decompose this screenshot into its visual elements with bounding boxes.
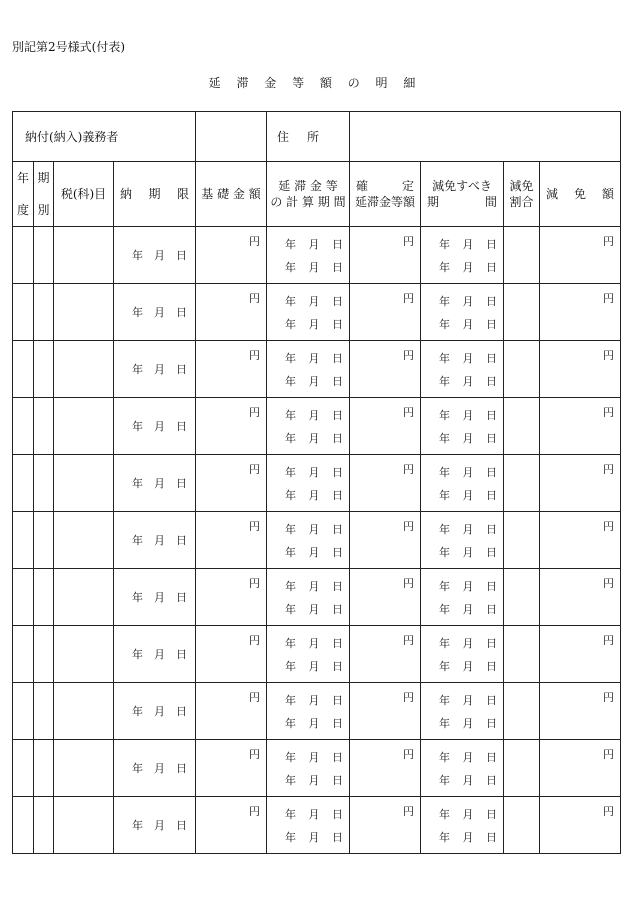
cell-genmen-kikan[interactable]: 年 月 日 年 月 日 [421, 626, 504, 683]
cell-genmen-gaku[interactable] [540, 797, 621, 854]
cell-keisan-kikan[interactable]: 年 月 日 年 月 日 [267, 797, 350, 854]
cell-kibetsu[interactable] [34, 626, 54, 683]
table-row [13, 227, 621, 284]
cell-nouki[interactable]: 年 月 日 [114, 455, 196, 512]
col-genmen-kikan: 減免すべき 期 間 [421, 162, 504, 227]
cell-kiso[interactable] [196, 797, 267, 854]
cell-genmen-kikan[interactable]: 年 月 日 年 月 日 [421, 569, 504, 626]
cell-nendo[interactable] [13, 626, 34, 683]
cell-kiso[interactable] [196, 341, 267, 398]
cell-nendo[interactable] [13, 341, 34, 398]
cell-kiso[interactable] [196, 626, 267, 683]
cell-genmen-gaku[interactable] [540, 683, 621, 740]
detail-table [12, 111, 621, 854]
yen-unit: 円 [403, 292, 414, 305]
cell-kiso[interactable] [196, 284, 267, 341]
address-value-cell[interactable] [350, 112, 621, 162]
cell-kibetsu[interactable] [34, 227, 54, 284]
cell-nouki[interactable]: 年 月 日 [114, 797, 196, 854]
cell-nouki[interactable]: 年 月 日 [114, 284, 196, 341]
cell-wariai[interactable] [504, 683, 540, 740]
table-row [13, 740, 621, 797]
cell-zeimoku[interactable] [54, 284, 114, 341]
yen-unit: 円 [403, 691, 414, 704]
cell-nouki[interactable]: 年 月 日 [114, 683, 196, 740]
obligor-label: 納付(納入)義務者 [25, 130, 119, 144]
cell-zeimoku[interactable] [54, 398, 114, 455]
cell-zeimoku[interactable] [54, 455, 114, 512]
yen-unit: 円 [603, 292, 614, 305]
cell-kibetsu[interactable] [34, 797, 54, 854]
cell-wariai[interactable] [504, 455, 540, 512]
cell-genmen-kikan[interactable]: 年 月 日 年 月 日 [421, 284, 504, 341]
cell-genmen-kikan[interactable]: 年 月 日 年 月 日 [421, 797, 504, 854]
yen-unit: 円 [603, 748, 614, 761]
cell-kakutei[interactable] [350, 227, 421, 284]
cell-zeimoku[interactable] [54, 740, 114, 797]
cell-genmen-gaku[interactable] [540, 740, 621, 797]
col-kiso: 基 礎 金 額 [196, 162, 267, 227]
cell-kakutei[interactable] [350, 740, 421, 797]
cell-keisan-kikan[interactable]: 年 月 日 年 月 日 [267, 740, 350, 797]
cell-kibetsu[interactable] [34, 341, 54, 398]
yen-unit: 円 [249, 406, 260, 419]
cell-kakutei[interactable] [350, 797, 421, 854]
yen-unit: 円 [249, 577, 260, 590]
cell-keisan-kikan[interactable]: 年 月 日 年 月 日 [267, 683, 350, 740]
col-kibetsu: 期 別 [34, 162, 54, 227]
yen-unit: 円 [603, 463, 614, 476]
cell-keisan-kikan[interactable]: 年 月 日 年 月 日 [267, 227, 350, 284]
cell-kibetsu[interactable] [34, 398, 54, 455]
obligor-label-cell [13, 112, 196, 162]
yen-unit: 円 [249, 292, 260, 305]
yen-unit: 円 [403, 349, 414, 362]
cell-kakutei[interactable] [350, 512, 421, 569]
col-genmen-gaku: 減 免 額 [540, 162, 621, 227]
cell-wariai[interactable] [504, 284, 540, 341]
yen-unit: 円 [249, 748, 260, 761]
cell-keisan-kikan[interactable]: 年 月 日 年 月 日 [267, 512, 350, 569]
cell-nendo[interactable] [13, 569, 34, 626]
cell-kakutei[interactable] [350, 398, 421, 455]
address-label-cell [267, 112, 350, 162]
cell-genmen-gaku[interactable] [540, 284, 621, 341]
cell-genmen-kikan[interactable]: 年 月 日 年 月 日 [421, 398, 504, 455]
table-row [13, 569, 621, 626]
cell-kakutei[interactable] [350, 569, 421, 626]
cell-kiso[interactable] [196, 512, 267, 569]
cell-kiso[interactable] [196, 398, 267, 455]
yen-unit: 円 [403, 406, 414, 419]
yen-unit: 円 [603, 805, 614, 818]
cell-kibetsu[interactable] [34, 455, 54, 512]
yen-unit: 円 [403, 805, 414, 818]
col-wariai: 減免 割合 [504, 162, 540, 227]
col-nouki: 納 期 限 [114, 162, 196, 227]
cell-kakutei[interactable] [350, 683, 421, 740]
cell-zeimoku[interactable] [54, 512, 114, 569]
cell-zeimoku[interactable] [54, 227, 114, 284]
col-kakutei: 確 定 延滞金等額 [350, 162, 421, 227]
cell-kiso[interactable] [196, 569, 267, 626]
yen-unit: 円 [603, 691, 614, 704]
table-row [13, 398, 621, 455]
obligor-value-cell[interactable] [196, 112, 267, 162]
cell-keisan-kikan[interactable]: 年 月 日 年 月 日 [267, 569, 350, 626]
cell-kiso[interactable] [196, 683, 267, 740]
cell-zeimoku[interactable] [54, 626, 114, 683]
cell-wariai[interactable] [504, 398, 540, 455]
cell-kiso[interactable] [196, 455, 267, 512]
cell-wariai[interactable] [504, 740, 540, 797]
cell-genmen-gaku[interactable] [540, 569, 621, 626]
yen-unit: 円 [249, 349, 260, 362]
cell-genmen-gaku[interactable] [540, 398, 621, 455]
cell-genmen-kikan[interactable]: 年 月 日 年 月 日 [421, 740, 504, 797]
cell-genmen-gaku[interactable] [540, 227, 621, 284]
cell-keisan-kikan[interactable]: 年 月 日 年 月 日 [267, 398, 350, 455]
cell-kiso[interactable] [196, 227, 267, 284]
yen-unit: 円 [403, 520, 414, 533]
table-row [13, 626, 621, 683]
cell-wariai[interactable] [504, 569, 540, 626]
cell-nendo[interactable] [13, 227, 34, 284]
cell-nendo[interactable] [13, 512, 34, 569]
yen-unit: 円 [249, 805, 260, 818]
cell-wariai[interactable] [504, 512, 540, 569]
cell-kibetsu[interactable] [34, 740, 54, 797]
cell-nouki[interactable]: 年 月 日 [114, 740, 196, 797]
yen-unit: 円 [403, 748, 414, 761]
cell-nouki[interactable]: 年 月 日 [114, 227, 196, 284]
column-header-row [13, 162, 621, 227]
yen-unit: 円 [249, 691, 260, 704]
cell-nendo[interactable] [13, 284, 34, 341]
yen-unit: 円 [249, 463, 260, 476]
cell-keisan-kikan[interactable]: 年 月 日 年 月 日 [267, 626, 350, 683]
page-title: 延 滞 金 等 額 の 明 細 [208, 76, 422, 90]
cell-genmen-kikan[interactable]: 年 月 日 年 月 日 [421, 455, 504, 512]
table-row [13, 683, 621, 740]
cell-kakutei[interactable] [350, 455, 421, 512]
cell-zeimoku[interactable] [54, 341, 114, 398]
cell-wariai[interactable] [504, 797, 540, 854]
cell-nouki[interactable]: 年 月 日 [114, 512, 196, 569]
yen-unit: 円 [403, 634, 414, 647]
cell-wariai[interactable] [504, 341, 540, 398]
yen-unit: 円 [603, 577, 614, 590]
cell-nendo[interactable] [13, 398, 34, 455]
cell-genmen-kikan[interactable]: 年 月 日 年 月 日 [421, 683, 504, 740]
cell-kibetsu[interactable] [34, 512, 54, 569]
table-row [13, 455, 621, 512]
cell-nendo[interactable] [13, 455, 34, 512]
cell-kibetsu[interactable] [34, 284, 54, 341]
cell-zeimoku[interactable] [54, 683, 114, 740]
address-label: 住 所 [277, 130, 319, 144]
cell-keisan-kikan[interactable]: 年 月 日 年 月 日 [267, 455, 350, 512]
cell-kiso[interactable] [196, 740, 267, 797]
cell-nendo[interactable] [13, 740, 34, 797]
yen-unit: 円 [603, 406, 614, 419]
cell-kibetsu[interactable] [34, 683, 54, 740]
cell-zeimoku[interactable] [54, 569, 114, 626]
yen-unit: 円 [249, 235, 260, 248]
cell-keisan-kikan[interactable]: 年 月 日 年 月 日 [267, 341, 350, 398]
table-row [13, 284, 621, 341]
table-row [13, 512, 621, 569]
cell-nendo[interactable] [13, 683, 34, 740]
yen-unit: 円 [603, 349, 614, 362]
cell-wariai[interactable] [504, 626, 540, 683]
cell-kakutei[interactable] [350, 341, 421, 398]
cell-nouki[interactable]: 年 月 日 [114, 626, 196, 683]
yen-unit: 円 [603, 634, 614, 647]
cell-genmen-kikan[interactable]: 年 月 日 年 月 日 [421, 512, 504, 569]
table-body [13, 227, 621, 854]
cell-genmen-kikan[interactable]: 年 月 日 年 月 日 [421, 227, 504, 284]
cell-kakutei[interactable] [350, 626, 421, 683]
cell-nouki[interactable]: 年 月 日 [114, 569, 196, 626]
cell-genmen-kikan[interactable]: 年 月 日 年 月 日 [421, 341, 504, 398]
cell-wariai[interactable] [504, 227, 540, 284]
table-row [13, 341, 621, 398]
form-number: 別記第2号様式(付表) [12, 40, 125, 54]
yen-unit: 円 [403, 577, 414, 590]
yen-unit: 円 [249, 520, 260, 533]
cell-zeimoku[interactable] [54, 797, 114, 854]
cell-kibetsu[interactable] [34, 569, 54, 626]
yen-unit: 円 [403, 235, 414, 248]
col-zeimoku: 税(科)目 [54, 162, 114, 227]
table-row [13, 797, 621, 854]
yen-unit: 円 [603, 235, 614, 248]
cell-genmen-gaku[interactable] [540, 455, 621, 512]
cell-nouki[interactable]: 年 月 日 [114, 341, 196, 398]
col-keisan: 延 滞 金 等 の 計 算 期 間 [267, 162, 350, 227]
cell-nouki[interactable]: 年 月 日 [114, 398, 196, 455]
cell-nendo[interactable] [13, 797, 34, 854]
cell-keisan-kikan[interactable]: 年 月 日 年 月 日 [267, 284, 350, 341]
yen-unit: 円 [403, 463, 414, 476]
yen-unit: 円 [249, 634, 260, 647]
cell-genmen-gaku[interactable] [540, 512, 621, 569]
yen-unit: 円 [603, 520, 614, 533]
cell-genmen-gaku[interactable] [540, 341, 621, 398]
col-nendo: 年 度 [13, 162, 34, 227]
cell-genmen-gaku[interactable] [540, 626, 621, 683]
cell-kakutei[interactable] [350, 284, 421, 341]
